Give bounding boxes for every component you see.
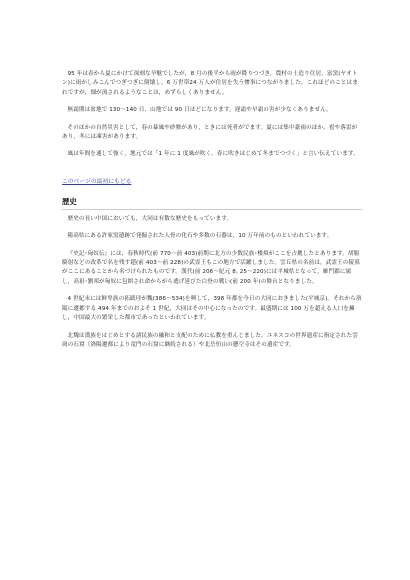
section-heading-history: 歴史 — [62, 196, 362, 210]
paragraph: 無霜期は盆地で 130～140 日，山地では 90 日ほどになります。遅霜や早霜の害が少なくありません。 — [67, 107, 332, 114]
paragraph: そのほかの自然災害として，春の暴風や砂塵があり，ときには死者がでます。夏には集中豪雨のほか，雹や落雷があり，冬には凍害があります。 — [62, 124, 358, 141]
paragraph: 風は年間を通して強く，地元では「1 年に 1 度風が吹く。春に吹きはじめて冬までつづく」と言い伝えています。 — [67, 151, 359, 158]
paragraph: 4 世紀末には鮮卑族の拓跋珪が魏(386～534)を興して，398 年都を今日の大同におきました(平城京)。それから洛陽に遷都する 494 年までのおよそ 1 世紀，大同はその中心になったのです。最盛期には 100 万を超える人口を擁し，中国最大の繁栄した都市であったといわれています。 — [62, 296, 362, 322]
paragraph: 『史記･匈奴伝』には，春秋時代(前 770～前 403)前期に北方の少数民族･楼煩がここを占拠したとあります。胡服騎射などの改革で名を残す趙(前 403～前 228)の武霊王もこの地方で活躍しました。雲丘県の名前は，武霊王の陵墓がここにあることから名づけられたものです。漢代(前 206～紀元 8, 25～220)には平城県となって，雁門郡に属し，高祖･劉邦が匈奴に包囲され命からがら逃げ延びた白登の戦い(前 200 年)の舞台となりました。 — [62, 250, 360, 285]
paragraph: 歴史の長い中国においても，大同は有数な歴史をもっています。 — [67, 215, 233, 222]
paragraph: 95 年は春から夏にかけて深刻な旱魃でしたが，8 月の後半から雨が降りつづき，農村の土造り住居，富窯(ヤオトン)に雨がしみこんでつぎつぎに倒壊し，6 万世帯24 万人が住居を失う惨事につながりました。これほどのことはまれですが，畑が流されるようなことは，めずらしくありません。 — [62, 71, 358, 96]
paragraph: 陽高県にある許家窯遺跡で発掘された人骨の化石や多数の石器は，10 万年前のものといわれています。 — [67, 233, 333, 240]
paragraph: 北魏は漢族をはじめとする諸民族の融和と支配のために仏教を重んじました。ユネスコの世界遺産に指定された雲崗の石窟（洛陽遷都により竜門の石窟に継続される）や北岳恒山の懸空寺はその遺産です。 — [62, 332, 358, 348]
back-to-top-link[interactable]: このページの最初にもどる — [62, 178, 132, 185]
